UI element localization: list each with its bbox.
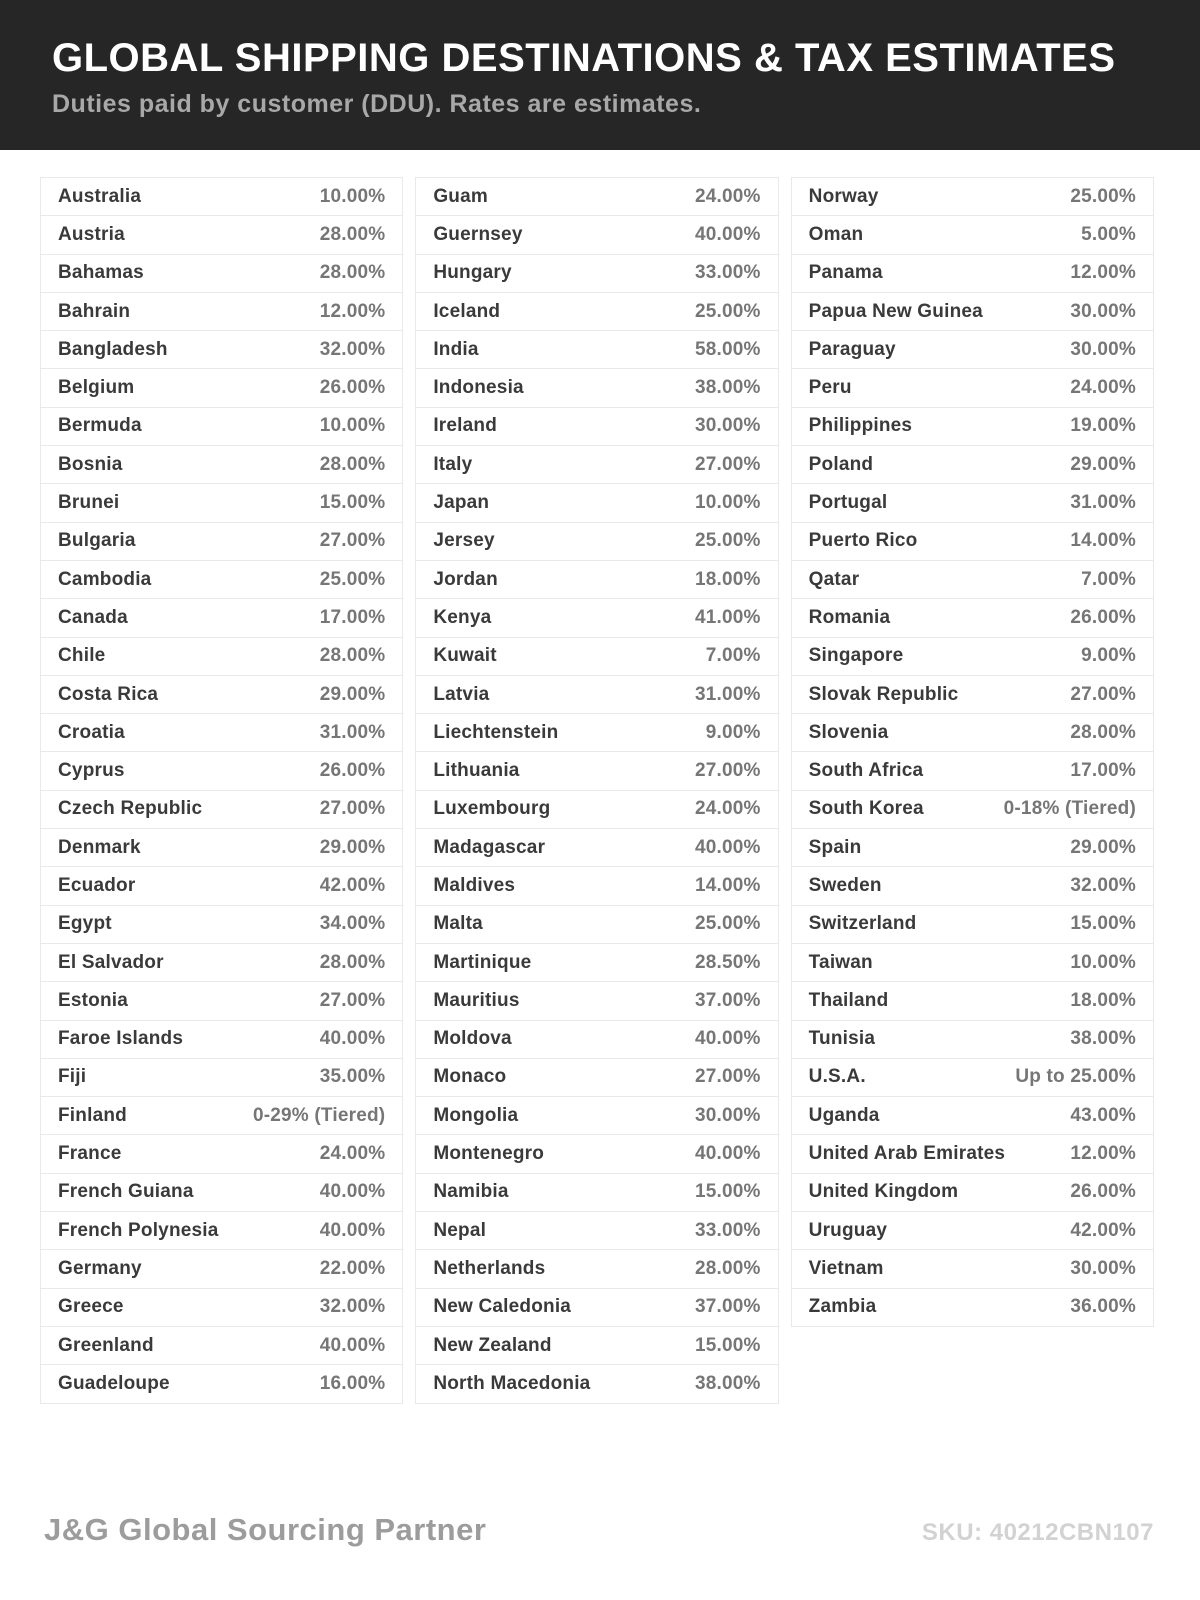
country-name: New Zealand bbox=[433, 1334, 552, 1356]
table-row bbox=[791, 483, 1154, 522]
country-name: Namibia bbox=[433, 1181, 509, 1203]
tax-rate: 24.00% bbox=[319, 1143, 386, 1165]
table-row bbox=[415, 1288, 778, 1327]
country-name: Italy bbox=[433, 453, 473, 475]
country-name: Hungary bbox=[433, 262, 512, 284]
tax-rate: 28.00% bbox=[319, 262, 386, 284]
table-row bbox=[415, 1211, 778, 1250]
tax-rate: 24.00% bbox=[1070, 377, 1136, 399]
table-row bbox=[40, 483, 403, 522]
table-row bbox=[415, 445, 778, 484]
table-row bbox=[415, 254, 778, 293]
country-name: Kenya bbox=[433, 606, 492, 628]
table-row bbox=[791, 1249, 1154, 1288]
country-name: Uruguay bbox=[808, 1219, 888, 1241]
tax-rate: 9.00% bbox=[1081, 645, 1136, 667]
table-row bbox=[415, 483, 778, 522]
tax-rate: 28.00% bbox=[319, 453, 386, 475]
country-name: North Macedonia bbox=[433, 1372, 591, 1394]
page-subtitle: Duties paid by customer (DDU). Rates are estimates. bbox=[52, 90, 702, 118]
tax-rate: 40.00% bbox=[319, 1334, 386, 1356]
tax-rate: 25.00% bbox=[695, 300, 761, 322]
country-name: Liechtenstein bbox=[433, 721, 559, 743]
table-row bbox=[40, 905, 403, 944]
tax-rate: 40.00% bbox=[695, 223, 761, 245]
tax-rate: 29.00% bbox=[1070, 453, 1136, 475]
table-row bbox=[791, 866, 1154, 905]
country-name: Martinique bbox=[433, 951, 532, 973]
country-name: Japan bbox=[433, 492, 490, 514]
tax-rate: 10.00% bbox=[319, 185, 386, 207]
tax-rate: 25.00% bbox=[695, 913, 761, 935]
tax-rate: 35.00% bbox=[319, 1066, 386, 1088]
tax-rate: 26.00% bbox=[1070, 606, 1136, 628]
table-row bbox=[40, 407, 403, 446]
tax-rate: 37.00% bbox=[695, 989, 761, 1011]
table-row bbox=[791, 1173, 1154, 1212]
tax-rate: 14.00% bbox=[1070, 530, 1136, 552]
country-name: Guadeloupe bbox=[58, 1372, 170, 1394]
table-row bbox=[415, 560, 778, 599]
country-name: Austria bbox=[58, 223, 125, 245]
table-row bbox=[791, 254, 1154, 293]
country-name: Indonesia bbox=[433, 377, 524, 399]
tax-rate: 28.00% bbox=[695, 1257, 761, 1279]
country-name: Estonia bbox=[58, 989, 129, 1011]
country-name: New Caledonia bbox=[433, 1296, 572, 1318]
country-name: French Polynesia bbox=[58, 1219, 219, 1241]
country-name: Monaco bbox=[433, 1066, 507, 1088]
table-row bbox=[791, 560, 1154, 599]
tax-rate: 12.00% bbox=[319, 300, 386, 322]
table-row bbox=[40, 560, 403, 599]
table-row bbox=[791, 1020, 1154, 1059]
country-name: Portugal bbox=[808, 492, 888, 514]
tax-rate: 34.00% bbox=[319, 913, 386, 935]
country-name: Qatar bbox=[808, 568, 860, 590]
tax-rate: 25.00% bbox=[319, 568, 386, 590]
tax-rate: 28.00% bbox=[319, 645, 386, 667]
tax-rate: 32.00% bbox=[319, 338, 386, 360]
table-row bbox=[415, 522, 778, 561]
country-name: Madagascar bbox=[433, 836, 546, 858]
country-name: U.S.A. bbox=[808, 1066, 866, 1088]
tax-rate: 42.00% bbox=[1070, 1219, 1136, 1241]
tax-rate: 30.00% bbox=[695, 415, 761, 437]
country-name: Guam bbox=[433, 185, 488, 207]
tax-rate: 36.00% bbox=[1070, 1296, 1136, 1318]
table-row bbox=[791, 981, 1154, 1020]
tax-rate: 41.00% bbox=[695, 606, 761, 628]
country-name: Switzerland bbox=[808, 913, 917, 935]
tax-rate: 16.00% bbox=[319, 1372, 386, 1394]
tax-rate: 28.00% bbox=[319, 951, 386, 973]
country-name: Costa Rica bbox=[58, 683, 159, 705]
tax-rate: 42.00% bbox=[319, 874, 386, 896]
table-column-1 bbox=[40, 178, 403, 1404]
country-name: Ireland bbox=[433, 415, 498, 437]
tax-rate: 12.00% bbox=[1070, 1143, 1136, 1165]
country-name: Ecuador bbox=[58, 874, 136, 896]
table-row bbox=[791, 790, 1154, 829]
page-footer bbox=[44, 1512, 1154, 1548]
table-row bbox=[791, 330, 1154, 369]
table-row bbox=[791, 1134, 1154, 1173]
table-row bbox=[791, 368, 1154, 407]
country-name: France bbox=[58, 1143, 122, 1165]
table-row bbox=[791, 1096, 1154, 1135]
table-row bbox=[791, 943, 1154, 982]
table-row bbox=[415, 1134, 778, 1173]
country-name: Sweden bbox=[808, 874, 882, 896]
table-row bbox=[40, 445, 403, 484]
table-row bbox=[40, 330, 403, 369]
country-name: United Arab Emirates bbox=[808, 1143, 1006, 1165]
tax-rate: 18.00% bbox=[695, 568, 761, 590]
country-name: Croatia bbox=[58, 721, 125, 743]
brand-name: J&G Global Sourcing Partner bbox=[44, 1512, 487, 1547]
table-row bbox=[40, 943, 403, 982]
country-name: Spain bbox=[808, 836, 862, 858]
table-row bbox=[40, 522, 403, 561]
tax-rate: 22.00% bbox=[319, 1257, 386, 1279]
tax-rate: 19.00% bbox=[1070, 415, 1136, 437]
table-row bbox=[40, 1058, 403, 1097]
tax-rate: 18.00% bbox=[1070, 989, 1136, 1011]
tax-rate: 31.00% bbox=[695, 683, 761, 705]
table-row bbox=[415, 407, 778, 446]
country-name: Greenland bbox=[58, 1334, 154, 1356]
country-name: Taiwan bbox=[808, 951, 873, 973]
country-name: Singapore bbox=[808, 645, 904, 667]
country-name: Cyprus bbox=[58, 760, 125, 782]
sku-label: SKU: 40212CBN107 bbox=[921, 1519, 1154, 1546]
country-name: Bahrain bbox=[58, 300, 131, 322]
country-name: Fiji bbox=[58, 1066, 87, 1088]
tax-rate: 27.00% bbox=[1070, 683, 1136, 705]
tax-rate: Up to 25.00% bbox=[1015, 1066, 1136, 1088]
tax-rate: 15.00% bbox=[1070, 913, 1136, 935]
country-name: Australia bbox=[58, 185, 142, 207]
table-row bbox=[40, 866, 403, 905]
table-row bbox=[40, 598, 403, 637]
country-name: Norway bbox=[808, 185, 879, 207]
country-name: Iceland bbox=[433, 300, 501, 322]
tax-rate: 15.00% bbox=[695, 1334, 761, 1356]
table-row bbox=[415, 637, 778, 676]
table-row bbox=[415, 1364, 778, 1403]
table-row bbox=[40, 1249, 403, 1288]
table-row bbox=[415, 1020, 778, 1059]
tax-rate: 29.00% bbox=[319, 683, 386, 705]
table-row bbox=[415, 1058, 778, 1097]
table-row bbox=[40, 751, 403, 790]
tax-rate: 24.00% bbox=[695, 185, 761, 207]
tax-rate: 27.00% bbox=[695, 760, 761, 782]
tax-rate: 30.00% bbox=[1070, 1257, 1136, 1279]
country-name: Latvia bbox=[433, 683, 490, 705]
country-name: Netherlands bbox=[433, 1257, 546, 1279]
table-row bbox=[40, 1288, 403, 1327]
tax-rate: 0-29% (Tiered) bbox=[252, 1104, 386, 1126]
country-name: Chile bbox=[58, 645, 106, 667]
country-name: Montenegro bbox=[433, 1143, 545, 1165]
tax-rate: 24.00% bbox=[695, 798, 761, 820]
country-name: Greece bbox=[58, 1296, 124, 1318]
table-row bbox=[40, 1211, 403, 1250]
tax-rate: 28.00% bbox=[319, 223, 386, 245]
tax-rate: 33.00% bbox=[695, 1219, 761, 1241]
country-name: Bosnia bbox=[58, 453, 123, 475]
tax-rate: 7.00% bbox=[1081, 568, 1136, 590]
tax-rate: 12.00% bbox=[1070, 262, 1136, 284]
tax-rate: 15.00% bbox=[319, 492, 386, 514]
tax-rate: 38.00% bbox=[695, 1372, 761, 1394]
tax-rate: 27.00% bbox=[319, 530, 386, 552]
table-row bbox=[415, 1249, 778, 1288]
table-row bbox=[791, 713, 1154, 752]
table-row bbox=[40, 177, 403, 216]
country-name: Bermuda bbox=[58, 415, 142, 437]
table-row bbox=[415, 1096, 778, 1135]
table-row bbox=[415, 1173, 778, 1212]
page-header bbox=[0, 0, 1200, 150]
table-row bbox=[791, 675, 1154, 714]
table-row bbox=[791, 598, 1154, 637]
tax-rate: 58.00% bbox=[695, 338, 761, 360]
table-row bbox=[791, 292, 1154, 331]
country-name: Faroe Islands bbox=[58, 1028, 184, 1050]
tax-rate: 40.00% bbox=[319, 1181, 386, 1203]
tax-rate: 40.00% bbox=[695, 836, 761, 858]
country-name: Moldova bbox=[433, 1028, 512, 1050]
country-name: United Kingdom bbox=[808, 1181, 959, 1203]
tax-rate: 30.00% bbox=[1070, 338, 1136, 360]
tax-rate: 31.00% bbox=[1070, 492, 1136, 514]
tax-rate: 10.00% bbox=[695, 492, 761, 514]
tax-rate: 30.00% bbox=[695, 1104, 761, 1126]
country-name: Jersey bbox=[433, 530, 495, 552]
table-row bbox=[415, 330, 778, 369]
table-row bbox=[40, 1173, 403, 1212]
country-name: India bbox=[433, 338, 479, 360]
table-row bbox=[791, 637, 1154, 676]
table-row bbox=[415, 790, 778, 829]
country-name: Paraguay bbox=[808, 338, 896, 360]
country-name: Denmark bbox=[58, 836, 141, 858]
table-row bbox=[40, 1096, 403, 1135]
country-name: Tunisia bbox=[808, 1028, 876, 1050]
table-row bbox=[415, 828, 778, 867]
tax-rate: 40.00% bbox=[319, 1028, 386, 1050]
country-name: Czech Republic bbox=[58, 798, 203, 820]
tax-rate: 29.00% bbox=[319, 836, 386, 858]
tax-rate: 26.00% bbox=[319, 377, 386, 399]
table-column-3 bbox=[791, 178, 1154, 1327]
tax-rate: 9.00% bbox=[705, 721, 761, 743]
table-row bbox=[40, 828, 403, 867]
table-row bbox=[40, 254, 403, 293]
table-row bbox=[415, 368, 778, 407]
country-name: Germany bbox=[58, 1257, 142, 1279]
table-row bbox=[415, 751, 778, 790]
country-name: Bulgaria bbox=[58, 530, 136, 552]
country-name: Brunei bbox=[58, 492, 120, 514]
tax-rate: 31.00% bbox=[319, 721, 386, 743]
table-row bbox=[40, 675, 403, 714]
country-name: Romania bbox=[808, 606, 891, 628]
country-name: Bahamas bbox=[58, 262, 144, 284]
country-name: Belgium bbox=[58, 377, 135, 399]
tax-rate: 17.00% bbox=[319, 606, 386, 628]
country-name: Malta bbox=[433, 913, 483, 935]
page-title: GLOBAL SHIPPING DESTINATIONS & TAX ESTIMATES bbox=[52, 36, 1116, 80]
country-name: Cambodia bbox=[58, 568, 152, 590]
country-name: Vietnam bbox=[808, 1257, 884, 1279]
table-row bbox=[40, 637, 403, 676]
table-row bbox=[415, 866, 778, 905]
tax-table bbox=[0, 150, 1200, 1404]
tax-rate: 15.00% bbox=[695, 1181, 761, 1203]
table-column-2 bbox=[415, 178, 778, 1404]
tax-rate: 38.00% bbox=[1070, 1028, 1136, 1050]
tax-rate: 30.00% bbox=[1070, 300, 1136, 322]
table-row bbox=[415, 981, 778, 1020]
tax-rate: 7.00% bbox=[705, 645, 761, 667]
tax-rate: 5.00% bbox=[1081, 223, 1136, 245]
country-name: Canada bbox=[58, 606, 128, 628]
table-row bbox=[40, 368, 403, 407]
tax-rate: 27.00% bbox=[695, 453, 761, 475]
country-name: Maldives bbox=[433, 874, 516, 896]
tax-rate: 10.00% bbox=[319, 415, 386, 437]
tax-rate: 40.00% bbox=[695, 1143, 761, 1165]
table-row bbox=[415, 905, 778, 944]
country-name: Nepal bbox=[433, 1219, 487, 1241]
tax-rate: 28.50% bbox=[695, 951, 761, 973]
country-name: Kuwait bbox=[433, 645, 497, 667]
tax-rate: 10.00% bbox=[1070, 951, 1136, 973]
tax-rate: 27.00% bbox=[695, 1066, 761, 1088]
country-name: French Guiana bbox=[58, 1181, 194, 1203]
table-row bbox=[40, 1134, 403, 1173]
country-name: Oman bbox=[808, 223, 864, 245]
country-name: Guernsey bbox=[433, 223, 523, 245]
tax-rate: 43.00% bbox=[1070, 1104, 1136, 1126]
table-row bbox=[791, 215, 1154, 254]
country-name: Lithuania bbox=[433, 760, 520, 782]
tax-rate: 38.00% bbox=[695, 377, 761, 399]
tax-rate: 25.00% bbox=[1070, 185, 1136, 207]
country-name: El Salvador bbox=[58, 951, 164, 973]
tax-rate: 27.00% bbox=[319, 798, 386, 820]
table-row bbox=[40, 215, 403, 254]
table-row bbox=[791, 905, 1154, 944]
table-row bbox=[40, 292, 403, 331]
table-row bbox=[415, 177, 778, 216]
tax-rate: 40.00% bbox=[695, 1028, 761, 1050]
country-name: Finland bbox=[58, 1104, 127, 1126]
tax-rate: 28.00% bbox=[1070, 721, 1136, 743]
table-row bbox=[791, 1058, 1154, 1097]
country-name: Peru bbox=[808, 377, 852, 399]
table-row bbox=[40, 1020, 403, 1059]
table-row bbox=[791, 1211, 1154, 1250]
country-name: Slovenia bbox=[808, 721, 889, 743]
table-row bbox=[415, 598, 778, 637]
tax-rate: 14.00% bbox=[695, 874, 761, 896]
table-row bbox=[415, 943, 778, 982]
country-name: Puerto Rico bbox=[808, 530, 918, 552]
table-row bbox=[415, 215, 778, 254]
country-name: Mauritius bbox=[433, 989, 520, 1011]
tax-rate: 26.00% bbox=[1070, 1181, 1136, 1203]
tax-rate: 29.00% bbox=[1070, 836, 1136, 858]
country-name: Zambia bbox=[808, 1296, 877, 1318]
country-name: Slovak Republic bbox=[808, 683, 959, 705]
tax-rate: 27.00% bbox=[319, 989, 386, 1011]
tax-rate: 17.00% bbox=[1070, 760, 1136, 782]
country-name: Papua New Guinea bbox=[808, 300, 983, 322]
country-name: Poland bbox=[808, 453, 874, 475]
table-row bbox=[415, 292, 778, 331]
tax-rate: 25.00% bbox=[695, 530, 761, 552]
country-name: Mongolia bbox=[433, 1104, 519, 1126]
tax-rate: 37.00% bbox=[695, 1296, 761, 1318]
table-row bbox=[40, 1326, 403, 1365]
tax-rate: 32.00% bbox=[1070, 874, 1136, 896]
tax-rate: 0-18% (Tiered) bbox=[1003, 798, 1136, 820]
country-name: Bangladesh bbox=[58, 338, 168, 360]
table-row bbox=[791, 828, 1154, 867]
country-name: Philippines bbox=[808, 415, 913, 437]
table-row bbox=[40, 981, 403, 1020]
table-row bbox=[791, 445, 1154, 484]
country-name: Egypt bbox=[58, 913, 112, 935]
country-name: South Africa bbox=[808, 760, 924, 782]
country-name: Luxembourg bbox=[433, 798, 551, 820]
tax-rate: 32.00% bbox=[319, 1296, 386, 1318]
table-row bbox=[40, 1364, 403, 1403]
table-row bbox=[415, 1326, 778, 1365]
tax-rate: 40.00% bbox=[319, 1219, 386, 1241]
table-row bbox=[791, 407, 1154, 446]
table-row bbox=[415, 713, 778, 752]
country-name: Uganda bbox=[808, 1104, 880, 1126]
country-name: Thailand bbox=[808, 989, 889, 1011]
table-row bbox=[415, 675, 778, 714]
table-row bbox=[40, 790, 403, 829]
tax-rate: 26.00% bbox=[319, 760, 386, 782]
table-row bbox=[791, 522, 1154, 561]
tax-rate: 33.00% bbox=[695, 262, 761, 284]
country-name: Jordan bbox=[433, 568, 498, 590]
table-row bbox=[791, 1288, 1154, 1327]
table-row bbox=[791, 751, 1154, 790]
table-row bbox=[791, 177, 1154, 216]
country-name: South Korea bbox=[808, 798, 924, 820]
country-name: Panama bbox=[808, 262, 883, 284]
table-row bbox=[40, 713, 403, 752]
